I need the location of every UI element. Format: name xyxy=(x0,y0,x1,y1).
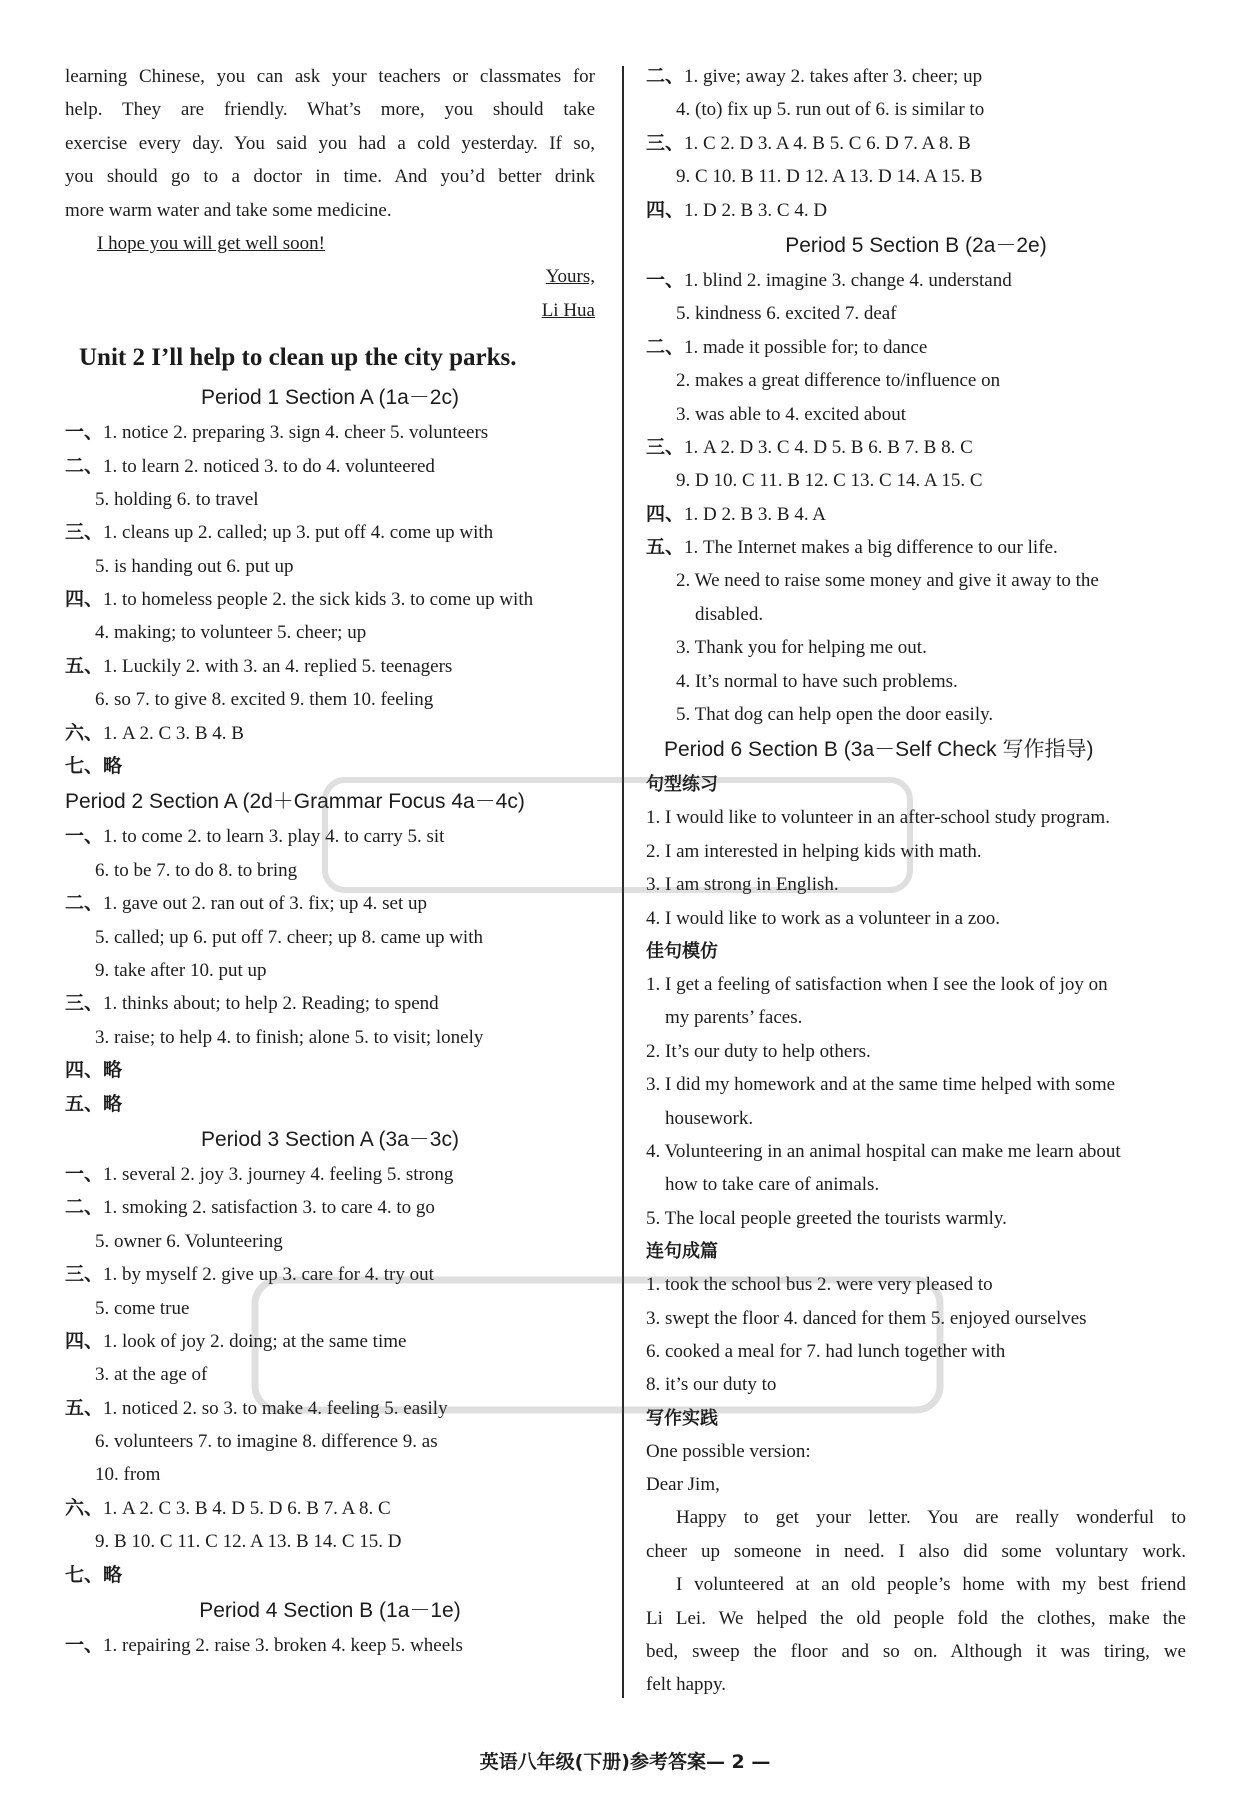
section-marker: 一、 xyxy=(65,825,104,848)
answer-line: 1. repairing 2. raise 3. broken 4. keep 5. wheels xyxy=(103,1635,463,1657)
section-marker: 六、 xyxy=(65,1496,104,1519)
period-2-answers xyxy=(65,820,595,1121)
answer-line: 6. so 7. to give 8. excited 9. them 10. feeling xyxy=(95,689,434,711)
section-marker: 三、 xyxy=(646,131,685,154)
essay-line: I volunteered at an old people’s home with my best friend xyxy=(676,1574,1186,1596)
letter-line: exercise every day. You said you had a cold yesterday. If so, xyxy=(65,132,595,154)
right-column xyxy=(646,60,1186,1702)
list-item: 8. it’s our duty to xyxy=(646,1374,777,1396)
left-column xyxy=(65,60,595,1662)
letter-signature: Li Hua xyxy=(541,299,595,321)
footer-text: 英语八年级(下册)参考答案— 2 — xyxy=(479,1751,771,1773)
period-4-answers-left xyxy=(65,1629,595,1662)
answer-line: 1. A 2. C 3. B 4. D 5. D 6. B 7. A 8. C xyxy=(103,1497,391,1519)
list-item: 1. I would like to volunteer in an after-school study program. xyxy=(646,807,1110,829)
letter-closing: I hope you will get well soon! xyxy=(97,232,325,254)
writing-practice-heading: 写作实践 xyxy=(646,1407,718,1429)
letter-line: you should go to a doctor in time. And you’d better drink xyxy=(65,166,595,188)
answer-line: 1. made it possible for; to dance xyxy=(684,336,928,358)
sample-essay xyxy=(646,1435,1186,1702)
section-marker: 五、 xyxy=(65,654,104,677)
answer-line: 1. noticed 2. so 3. to make 4. feeling 5. easily xyxy=(103,1397,448,1419)
section-marker: 三、 xyxy=(65,521,104,544)
list-item: 3. I did my homework and at the same time helped with some xyxy=(646,1074,1116,1096)
answer-line: 3. raise; to help 4. to finish; alone 5. to visit; lonely xyxy=(95,1026,484,1048)
answer-line: 1. C 2. D 3. A 4. B 5. C 6. D 7. A 8. B xyxy=(684,132,971,154)
sentence-practice-list xyxy=(646,801,1186,935)
answer-line: 5. holding 6. to travel xyxy=(95,488,259,510)
list-item: 3. swept the floor 4. danced for them 5. enjoyed ourselves xyxy=(646,1307,1087,1329)
list-item: 3. I am strong in English. xyxy=(646,874,839,896)
sentence-linking-list xyxy=(646,1268,1186,1402)
list-item: housework. xyxy=(646,1107,754,1129)
letter-line: learning Chinese, you can ask your teachers or classmates for xyxy=(65,66,595,87)
answer-line: 2. makes a great difference to/influence on xyxy=(676,370,1001,392)
section-marker: 三、 xyxy=(65,1263,104,1286)
section-marker: 二、 xyxy=(65,454,104,477)
answer-line: 2. We need to raise some money and give it away to the xyxy=(676,570,1099,592)
period-1-title: Period 1 Section A (1a－2c) xyxy=(201,386,459,410)
list-item: 1. I get a feeling of satisfaction when I see the look of joy on xyxy=(646,973,1108,995)
answer-line: 略 xyxy=(103,1092,123,1115)
list-item: 2. It’s our duty to help others. xyxy=(646,1040,871,1062)
answer-line: 1. D 2. B 3. B 4. A xyxy=(684,503,827,525)
answer-line: 9. B 10. C 11. C 12. A 13. B 14. C 15. D xyxy=(95,1531,402,1553)
answer-line: 9. C 10. B 11. D 12. A 13. D 14. A 15. B xyxy=(676,166,983,188)
answer-line: 3. was able to 4. excited about xyxy=(676,403,907,425)
period-4-answers-right xyxy=(646,60,1186,227)
answer-line: 5. owner 6. Volunteering xyxy=(95,1230,283,1252)
answer-line: 1. D 2. B 3. C 4. D xyxy=(684,199,828,221)
essay-line: cheer up someone in need. I also did some voluntary work. xyxy=(646,1540,1186,1562)
period-6-title: Period 6 Section B (3a－Self Check 写作指导) xyxy=(664,738,1094,762)
answer-line: disabled. xyxy=(676,603,764,625)
answer-line: 9. take after 10. put up xyxy=(95,959,267,981)
answer-line: 5. That dog can help open the door easily. xyxy=(676,704,994,726)
answer-line: 1. gave out 2. ran out of 3. fix; up 4. set up xyxy=(103,893,428,915)
answer-line: 1. to come 2. to learn 3. play 4. to carry 5. sit xyxy=(103,826,445,848)
essay-line: felt happy. xyxy=(646,1674,727,1696)
section-marker: 六、 xyxy=(65,721,104,744)
section-marker: 七、 xyxy=(65,755,104,778)
period-5-answers xyxy=(646,264,1186,731)
letter-line: more warm water and take some medicine. xyxy=(65,199,392,221)
essay-version-label: One possible version: xyxy=(646,1440,811,1462)
sentence-imitation-heading: 佳句模仿 xyxy=(646,940,718,962)
answer-line: 3. at the age of xyxy=(95,1364,208,1386)
answer-line: 1. look of joy 2. doing; at the same time xyxy=(103,1330,407,1352)
answer-line: 1. A 2. C 3. B 4. B xyxy=(103,722,244,744)
answer-line: 5. called; up 6. put off 7. cheer; up 8. came up with xyxy=(95,926,483,948)
answer-line: 5. kindness 6. excited 7. deaf xyxy=(676,303,897,325)
answer-line: 10. from xyxy=(95,1464,161,1486)
section-marker: 一、 xyxy=(65,1634,104,1657)
section-marker: 一、 xyxy=(646,268,685,291)
section-marker: 四、 xyxy=(646,502,685,525)
period-1-answers xyxy=(65,416,595,783)
answer-line: 1. thinks about; to help 2. Reading; to spend xyxy=(103,993,439,1015)
answer-line: 1. smoking 2. satisfaction 3. to care 4. to go xyxy=(103,1197,435,1219)
section-marker: 三、 xyxy=(65,992,104,1015)
letter-yours: Yours, xyxy=(545,266,595,288)
answer-line: 5. is handing out 6. put up xyxy=(95,555,294,577)
list-item: 5. The local people greeted the tourists warmly. xyxy=(646,1207,1007,1229)
section-marker: 二、 xyxy=(646,335,685,358)
period-2-title: Period 2 Section A (2d＋Grammar Focus 4a－4c) xyxy=(65,790,525,814)
list-item: how to take care of animals. xyxy=(646,1174,880,1196)
section-marker: 五、 xyxy=(65,1396,104,1419)
letter-continuation xyxy=(65,60,595,327)
section-marker: 七、 xyxy=(65,1563,104,1586)
list-item: 4. I would like to work as a volunteer in a zoo. xyxy=(646,907,1001,929)
period-5-title: Period 5 Section B (2a－2e) xyxy=(785,233,1047,257)
section-marker: 四、 xyxy=(65,1329,104,1352)
answer-line: 1. blind 2. imagine 3. change 4. understand xyxy=(684,269,1012,291)
list-item: 1. took the school bus 2. were very pleased to xyxy=(646,1274,993,1296)
answer-line: 1. to homeless people 2. the sick kids 3. to come up with xyxy=(103,589,534,611)
essay-line: Happy to get your letter. You are really wonderful to xyxy=(676,1507,1186,1529)
answer-line: 略 xyxy=(103,755,123,778)
answer-line: 4. making; to volunteer 5. cheer; up xyxy=(95,622,367,644)
unit-title: Unit 2 I’ll help to clean up the city parks. xyxy=(79,344,517,372)
letter-line: help. They are friendly. What’s more, you should take xyxy=(65,99,595,121)
section-marker: 二、 xyxy=(646,65,685,87)
answer-line: 1. notice 2. preparing 3. sign 4. cheer 5. volunteers xyxy=(103,422,489,444)
section-marker: 一、 xyxy=(65,1162,104,1185)
answer-line: 9. D 10. C 11. B 12. C 13. C 14. A 15. C xyxy=(676,470,983,492)
section-marker: 一、 xyxy=(65,421,104,444)
answer-line: 1. cleans up 2. called; up 3. put off 4. come up with xyxy=(103,522,494,544)
answer-line: 1. to learn 2. noticed 3. to do 4. volunteered xyxy=(103,455,435,477)
answer-line: 4. It’s normal to have such problems. xyxy=(676,670,958,692)
sentence-linking-heading: 连句成篇 xyxy=(646,1241,718,1263)
section-marker: 四、 xyxy=(65,1059,104,1082)
answer-line: 1. by myself 2. give up 3. care for 4. try out xyxy=(103,1264,434,1286)
list-item: 4. Volunteering in an animal hospital can make me learn about xyxy=(646,1140,1121,1162)
period-3-title: Period 3 Section A (3a－3c) xyxy=(201,1127,459,1151)
answer-line: 3. Thank you for helping me out. xyxy=(676,637,927,659)
sentence-practice-heading: 句型练习 xyxy=(646,774,718,796)
section-marker: 四、 xyxy=(646,198,685,221)
section-marker: 五、 xyxy=(65,1092,104,1115)
list-item: 2. I am interested in helping kids with math. xyxy=(646,840,982,862)
section-marker: 四、 xyxy=(65,588,104,611)
section-marker: 二、 xyxy=(65,892,104,915)
answer-line: 6. to be 7. to do 8. to bring xyxy=(95,859,298,881)
period-3-answers xyxy=(65,1158,595,1592)
section-marker: 三、 xyxy=(646,435,685,458)
answer-line: 1. The Internet makes a big difference to our life. xyxy=(684,537,1058,559)
essay-salutation: Dear Jim, xyxy=(646,1474,720,1496)
list-item: my parents’ faces. xyxy=(646,1007,803,1029)
essay-line: bed, sweep the floor and so on. Although it was tiring, we xyxy=(646,1641,1186,1663)
answer-line: 5. come true xyxy=(95,1297,190,1319)
section-marker: 五、 xyxy=(646,536,685,559)
list-item: 6. cooked a meal for 7. had lunch together with xyxy=(646,1340,1006,1362)
sentence-imitation-list xyxy=(646,968,1186,1235)
answer-line: 6. volunteers 7. to imagine 8. difference 9. as xyxy=(95,1431,438,1453)
answer-line: 1. several 2. joy 3. journey 4. feeling 5. strong xyxy=(103,1163,454,1185)
answer-line: 1. Luckily 2. with 3. an 4. replied 5. teenagers xyxy=(103,655,453,677)
answer-line: 4. (to) fix up 5. run out of 6. is similar to xyxy=(676,99,985,121)
essay-line: Li Lei. We helped the old people fold the clothes, make the xyxy=(646,1607,1186,1629)
answer-line: 1. A 2. D 3. C 4. D 5. B 6. B 7. B 8. C xyxy=(684,436,973,458)
period-4-title: Period 4 Section B (1a－1e) xyxy=(199,1599,461,1623)
answer-line: 略 xyxy=(103,1563,123,1586)
column-divider xyxy=(622,66,624,1698)
section-marker: 二、 xyxy=(65,1196,104,1219)
answer-line: 略 xyxy=(103,1059,123,1082)
answer-line: 1. give; away 2. takes after 3. cheer; up xyxy=(684,66,983,87)
page-footer xyxy=(0,1747,1250,1774)
